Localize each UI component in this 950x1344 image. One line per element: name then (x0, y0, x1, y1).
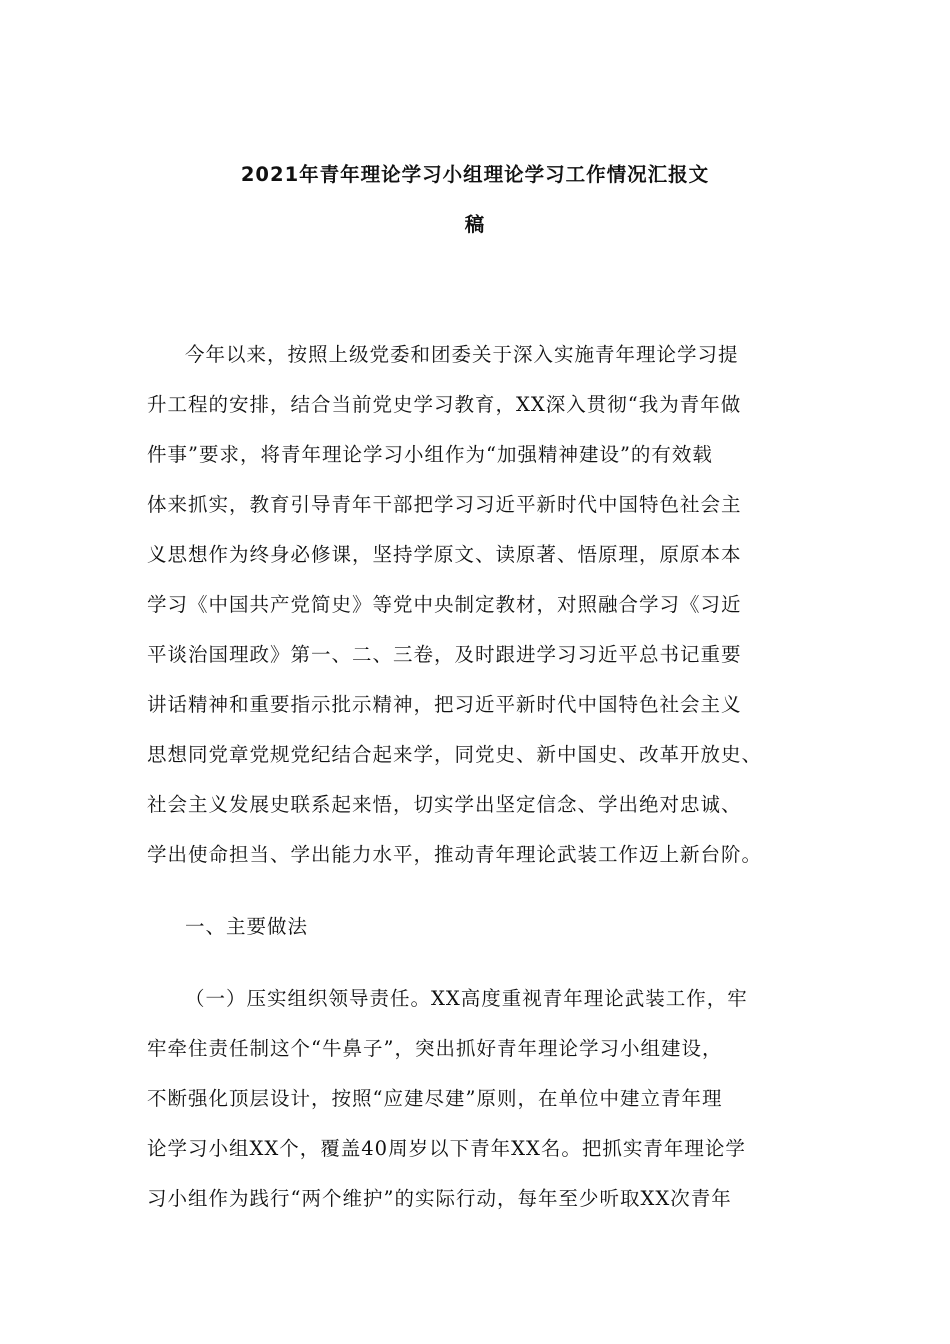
text-line: 讲话精神和重要指示批示精神，把习近平新时代中国特色社会主义 (147, 693, 742, 716)
text-line: 件事”要求，将青年理论学习小组作为“加强精神建设”的有效载 (147, 443, 713, 466)
paragraph-section-1 (147, 974, 827, 1224)
text-line: 社会主义发展史联系起来悟，切实学出坚定信念、学出绝对忠诚、 (147, 793, 742, 816)
title-line: 稿 (464, 213, 486, 236)
section-heading: 一、主要做法 (185, 915, 309, 938)
text-line: 不断强化顶层设计，按照“应建尽建”原则，在单位中建立青年理 (147, 1087, 723, 1110)
text-line: 学出使命担当、学出能力水平，推动青年理论武装工作迈上新台阶。 (147, 843, 763, 866)
text-line: 今年以来，按照上级党委和团委关于深入实施青年理论学习提 (185, 343, 739, 366)
text-line: 体来抓实，教育引导青年干部把学习习近平新时代中国特色社会主 (147, 493, 742, 516)
document-body (147, 330, 827, 1224)
text-line: 升工程的安排，结合当前党史学习教育，XX深入贯彻“我为青年做 (147, 393, 742, 416)
text-line: 平谈治国理政》第一、二、三卷，及时跟进学习习近平总书记重要 (147, 643, 742, 666)
text-line: 牢牵住责任制这个“牛鼻子”，突出抓好青年理论学习小组建设， (147, 1037, 723, 1060)
text-line: （一）压实组织领导责任。XX高度重视青年理论武装工作，牢 (185, 987, 748, 1010)
text-line: 习小组作为践行“两个维护”的实际行动，每年至少听取XX次青年 (147, 1187, 732, 1210)
text-line: 思想同党章党规党纪结合起来学，同党史、新中国史、改革开放史、 (147, 743, 763, 766)
text-line: 论学习小组XX个，覆盖40周岁以下青年XX名。把抓实青年理论学 (147, 1137, 746, 1160)
paragraph-intro (147, 330, 827, 880)
title-line: 2021年青年理论学习小组理论学习工作情况汇报文 (240, 163, 710, 186)
document-title (110, 150, 840, 250)
text-line: 学习《中国共产党简史》等党中央制定教材，对照融合学习《习近 (147, 593, 742, 616)
text-line: 义思想作为终身必修课，坚持学原文、读原著、悟原理，原原本本 (147, 543, 742, 566)
